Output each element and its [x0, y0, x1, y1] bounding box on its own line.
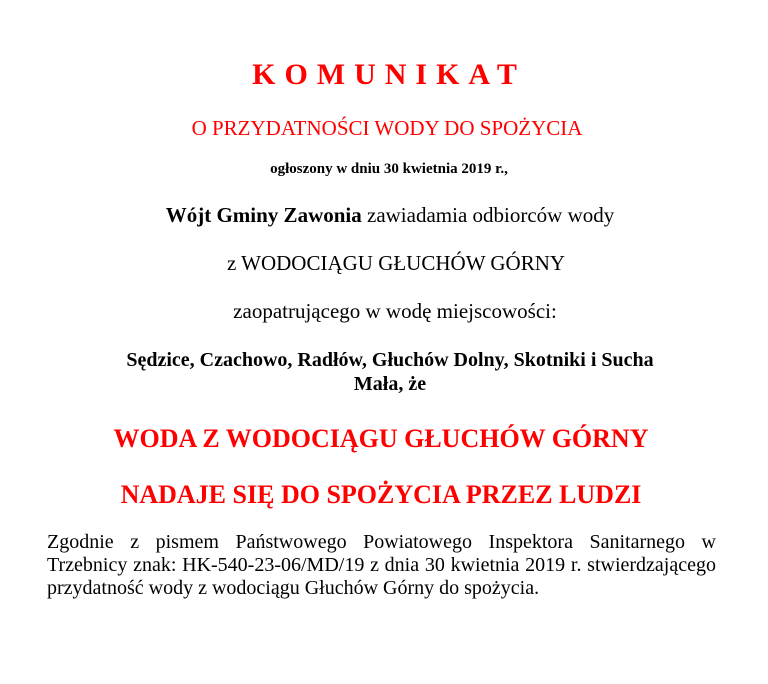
document-subtitle: O PRZYDATNOŚCI WODY DO SPOŻYCIA — [191, 116, 583, 140]
villages-line-2: Mała, że — [353, 373, 427, 395]
headline-fit-for-consumption: NADAJE SIĘ DO SPOŻYCIA PRZEZ LUDZI — [120, 480, 642, 509]
body-paragraph: Zgodnie z pismem Państwowego Powiatowego Inspektora Sanitarnego w Trzebnicy znak: HK-540-23-06/MD/19 z dnia 30 kwietnia 2019 r. stwierdzającego przydatność wody z wodociągu Głuchów Górny do spożycia. — [47, 531, 716, 599]
document-title: KOMUNIKAT — [252, 58, 526, 91]
issuer-name: Wójt Gminy Zawonia — [165, 203, 362, 227]
intro-line — [6, 203, 768, 228]
announcement-date: ogłoszony w dniu 30 kwietnia 2019 r., — [270, 161, 508, 177]
villages-list — [0, 348, 768, 396]
supply-line: zaopatrującego w wodę miejscowości: — [233, 299, 557, 323]
headline-water-source: WODA Z WODOCIĄGU GŁUCHÓW GÓRNY — [113, 424, 649, 453]
water-source-line: z WODOCIĄGU GŁUCHÓW GÓRNY — [226, 251, 566, 275]
villages-line-1: Sędzice, Czachowo, Radłów, Głuchów Dolny, Skotniki i Sucha — [126, 349, 654, 371]
intro-text: zawiadamia odbiorców wody — [361, 203, 615, 227]
